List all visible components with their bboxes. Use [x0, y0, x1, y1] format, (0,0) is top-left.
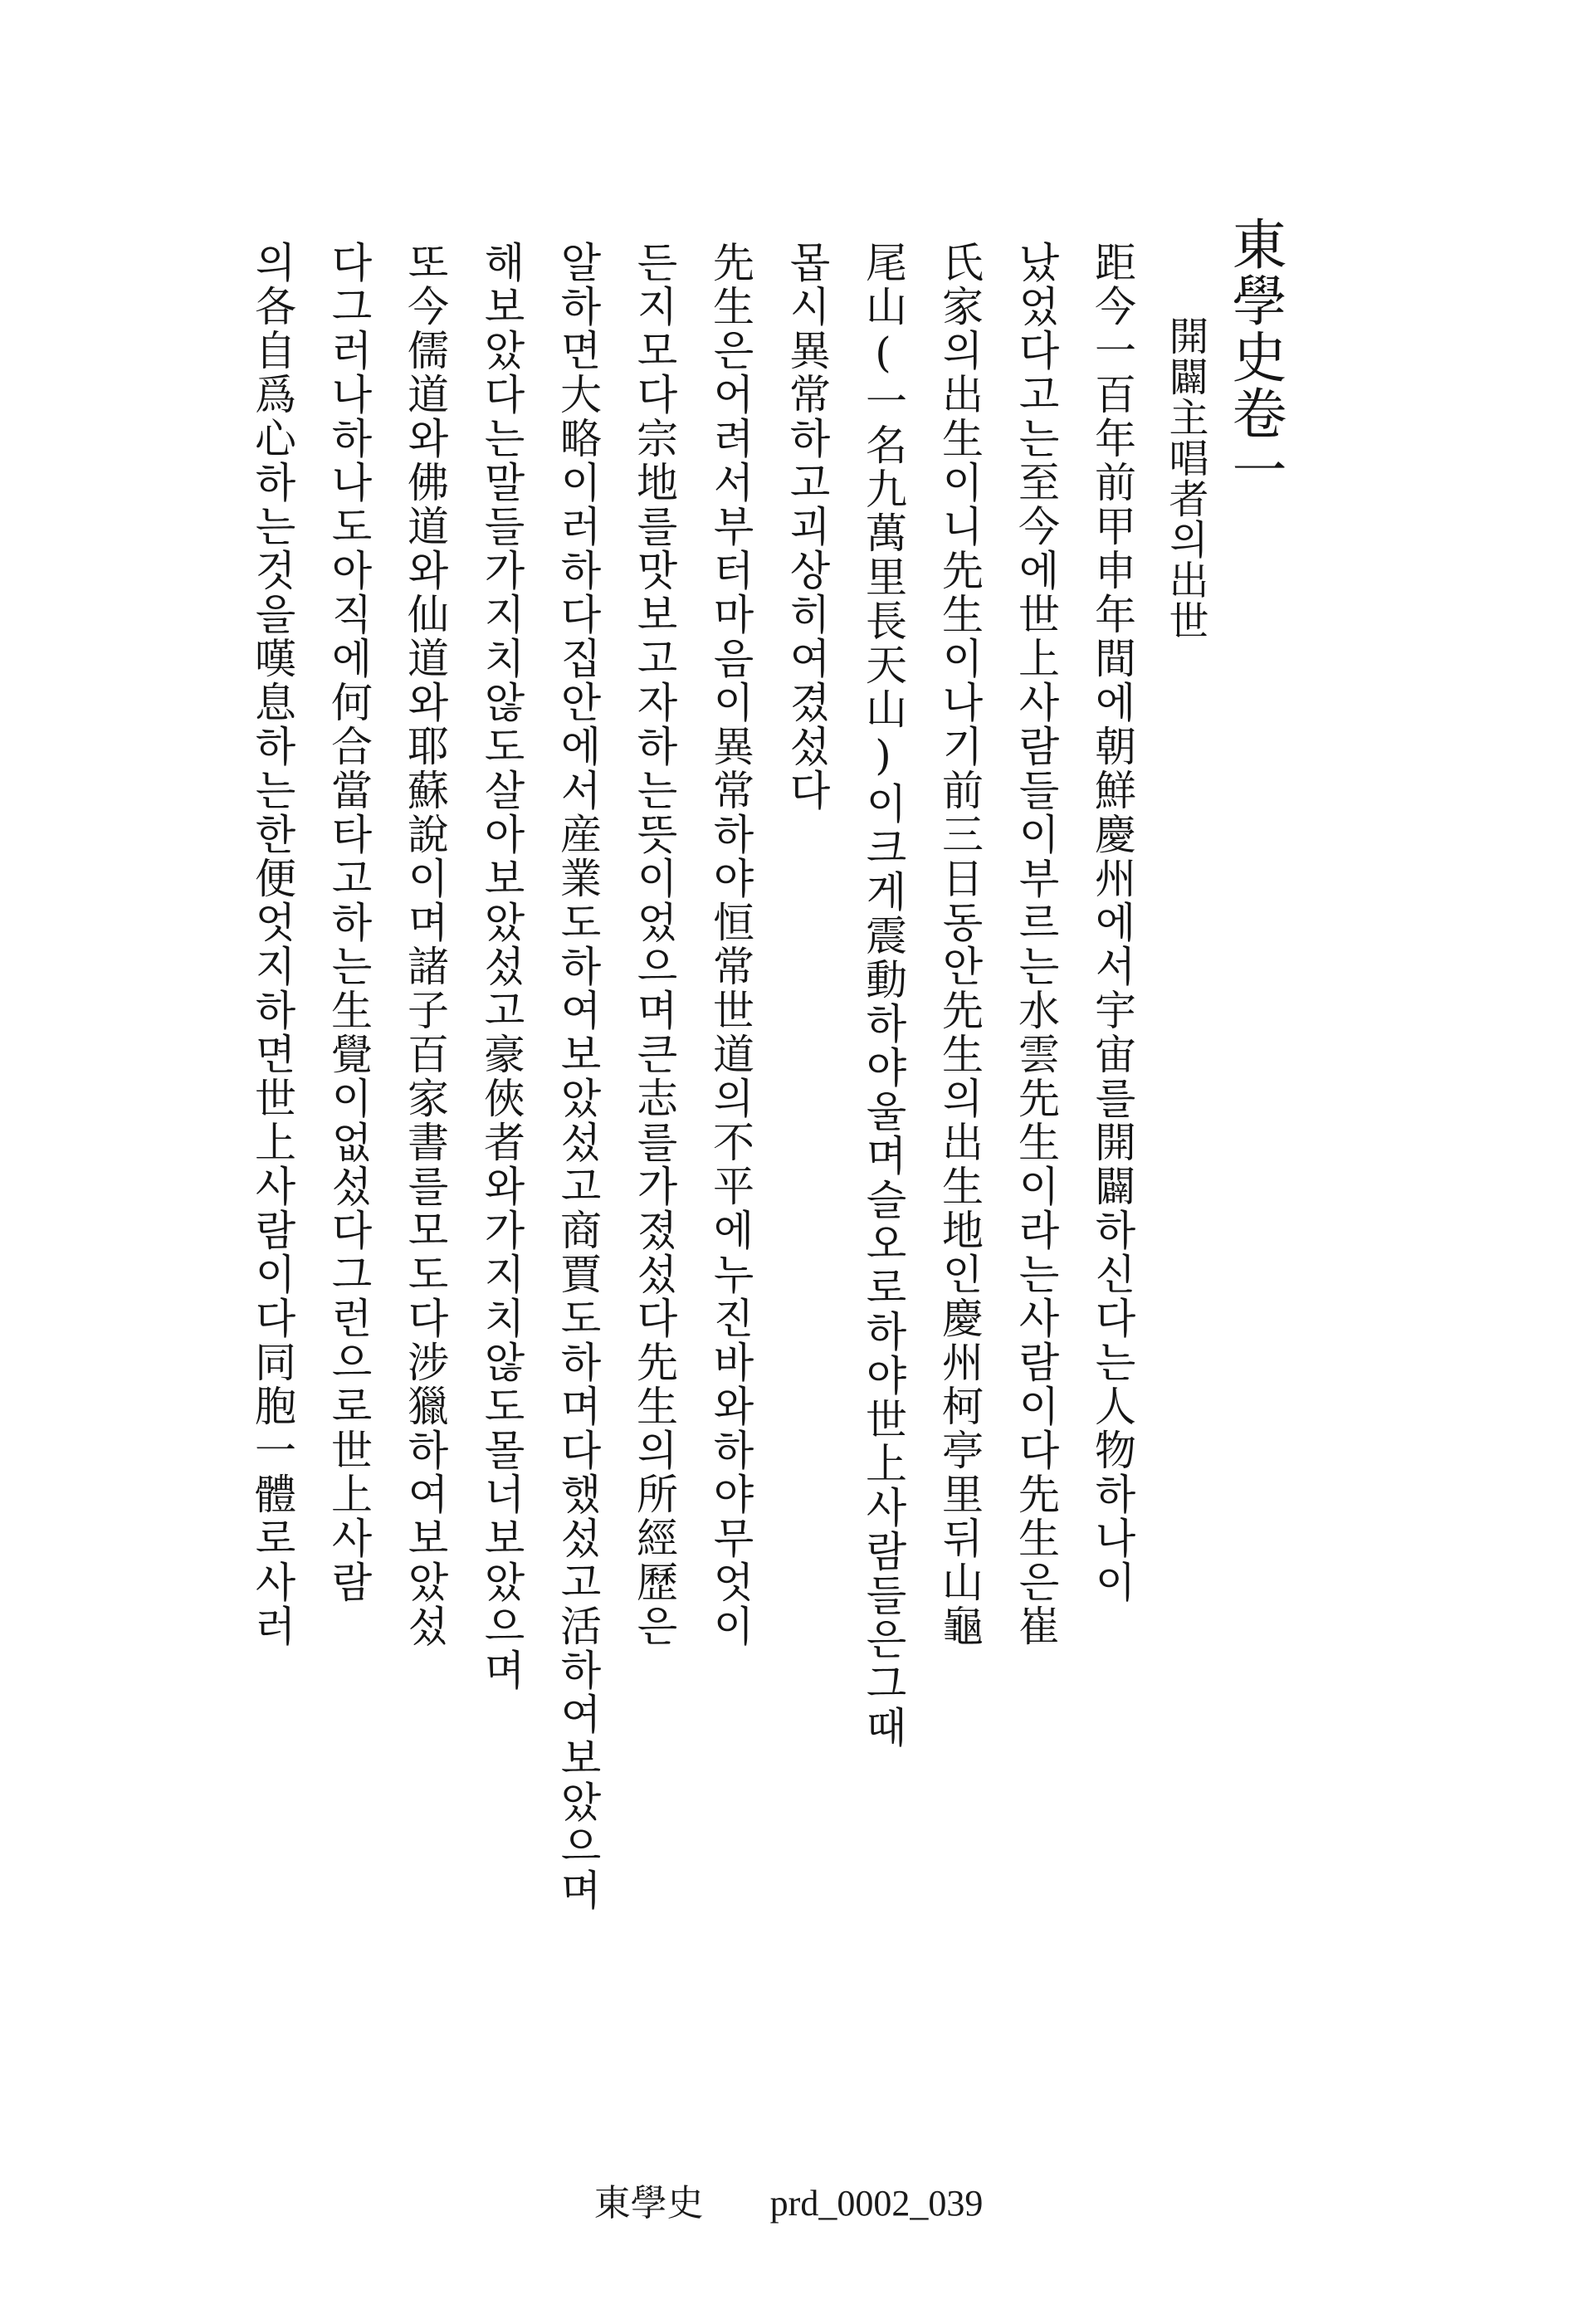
text-column: 距今一百年前甲申年間에朝鮮慶州에서宇宙를開闢하신다는人物하나이: [1088, 241, 1136, 1604]
text-column: 의各自爲心하는것을嘆息하는한便엇지하면世上사람이다同胞一體로사러: [248, 241, 296, 1648]
book-title: 東學史卷一: [1223, 216, 1286, 498]
page-footer: [0, 2173, 1577, 2226]
chapter-title: 開闢主唱者의出世: [1162, 315, 1208, 641]
text-column: 尾山(一名九萬里長天山)이크게震動하야울며슬오로하야世上사람들은그때: [859, 241, 907, 1750]
text-column: 든지모다宗地를맛보고자하는뜻이었으며큰志를가졌섰다先生의所經歷은: [630, 241, 678, 1648]
manuscript-page: [208, 216, 1286, 2000]
text-column: 氏家의出生이니先生이나기前三日동안先生의出生地인慶州柯亭里뒤山龜: [935, 241, 984, 1648]
text-column: 났었다고는至今에世上사람들이부르는水雲先生이라는사람이다先生은崔: [1012, 241, 1060, 1648]
text-column: 알하면大略이러하다집안에서産業도하여보았섰고商賈도하며다했섰고活하여보았으며: [554, 241, 602, 1912]
text-column: 先生은어려서부터마음이異常하야恒常世道의不平에누진바와하야무엇이: [706, 241, 754, 1648]
footer-page-id: prd_0002_039: [769, 2183, 984, 2224]
text-column: 몹시異常하고괴상히여겼섰다: [783, 241, 831, 813]
text-column: 또今儒道와佛道와仙道와耶蘇說이며諸子百家書를모도다涉獵하여보았섰: [401, 241, 449, 1648]
footer-book-title: 東學史: [593, 2183, 704, 2224]
text-column: 다그러나하나도아직에何合當타고하는生覺이없섰다그런으로世上사람: [325, 241, 373, 1604]
text-column: 해보았다는말들가지치않도살아보았섰고豪俠者와가지치않도몰너보았으며: [477, 241, 525, 1692]
